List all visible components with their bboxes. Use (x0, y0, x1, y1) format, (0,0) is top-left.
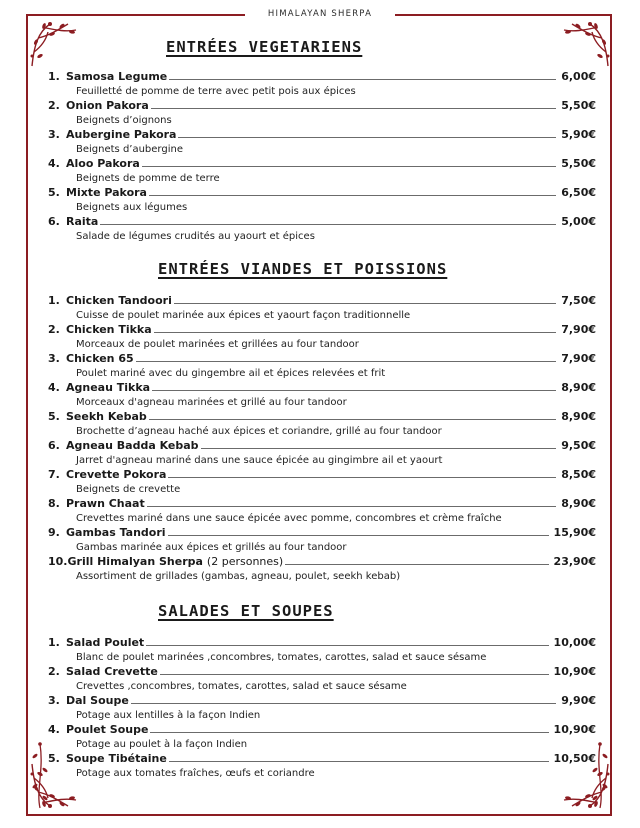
menu-list-viandes-poissons (48, 294, 596, 584)
item-number: 3. (48, 128, 60, 141)
menu-item (48, 381, 596, 410)
item-number: 1. (48, 294, 60, 307)
item-name: Agneau Tikka (66, 381, 151, 394)
item-name: Raita (66, 215, 99, 228)
item-name: Agneau Badda Kebab (66, 439, 199, 452)
item-name: Salad Crevette (66, 665, 158, 678)
item-number: 5. (48, 410, 60, 423)
item-price: 9,90€ (561, 694, 596, 707)
menu-item (48, 157, 596, 186)
leader-line (142, 157, 556, 167)
item-description: Beignets d’aubergine (76, 144, 183, 155)
item-description: Potage aux tomates fraîches, œufs et coriandre (76, 768, 315, 779)
leader-line (150, 723, 548, 733)
item-number: 5. (48, 186, 60, 199)
item-description: Assortiment de grillades (gambas, agneau, poulet, seekh kebab) (76, 571, 401, 582)
item-description: Morceaux d'agneau marinées et grillé au four tandoor (76, 397, 347, 408)
item-description: Poulet mariné avec du gingembre ail et épices relevées et frit (76, 368, 386, 379)
item-price: 7,90€ (561, 352, 596, 365)
item-description: Brochette d’agneau haché aux épices et coriandre, grillé au four tandoor (76, 426, 442, 437)
item-description: Blanc de poulet marinées ,concombres, tomates, carottes, salad et sauce sésame (76, 652, 487, 663)
menu-item (48, 526, 596, 555)
item-price: 6,00€ (561, 70, 596, 83)
item-description: Morceaux de poulet marinées et grillées au four tandoor (76, 339, 359, 350)
item-price: 5,50€ (561, 157, 596, 170)
item-price: 23,90€ (553, 555, 596, 568)
item-description: Beignets d’oignons (76, 115, 172, 126)
item-number: 1. (48, 70, 60, 83)
item-price: 5,50€ (561, 99, 596, 112)
item-description: Salade de légumes crudités au yaourt et épices (76, 231, 315, 242)
item-price: 8,90€ (561, 381, 596, 394)
menu-item (48, 215, 596, 244)
menu-item (48, 186, 596, 215)
leader-line (100, 215, 556, 225)
menu-item (48, 294, 596, 323)
item-description: Beignets de crevette (76, 484, 181, 495)
item-name: Aubergine Pakora (66, 128, 177, 141)
section-title-salades-soupes: SALADES ET SOUPES (158, 602, 334, 620)
menu-item (48, 439, 596, 468)
menu-item (48, 723, 596, 752)
leader-line (147, 497, 556, 507)
item-price: 10,50€ (553, 752, 596, 765)
leader-line (201, 439, 557, 449)
menu-item (48, 694, 596, 723)
item-name: Chicken 65 (66, 352, 134, 365)
item-number: 6. (48, 215, 60, 228)
item-price: 10,90€ (553, 723, 596, 736)
leader-line (152, 381, 556, 391)
leader-line (169, 752, 549, 762)
leader-line (149, 410, 556, 420)
item-name: Soupe Tibétaine (66, 752, 167, 765)
menu-item (48, 665, 596, 694)
menu-item (48, 128, 596, 157)
leader-line (151, 99, 556, 109)
menu-item (48, 497, 596, 526)
item-number: 4. (48, 723, 60, 736)
item-price: 6,50€ (561, 186, 596, 199)
item-price: 8,50€ (561, 468, 596, 481)
item-price: 7,90€ (561, 323, 596, 336)
item-price: 5,90€ (561, 128, 596, 141)
item-name: Seekh Kebab (66, 410, 147, 423)
item-description: Cuisse de poulet marinée aux épices et yaourt façon traditionnelle (76, 310, 411, 321)
item-name: Gambas Tandori (66, 526, 166, 539)
item-price: 5,00€ (561, 215, 596, 228)
menu-item (48, 752, 596, 781)
item-description: Jarret d'agneau mariné dans une sauce épicée au gingimbre ail et yaourt (76, 455, 443, 466)
item-number: 4. (48, 157, 60, 170)
item-description: Potage au poulet à la façon Indien (76, 739, 248, 750)
item-price: 9,50€ (561, 439, 596, 452)
item-number: 7. (48, 468, 60, 481)
leader-line (168, 468, 556, 478)
item-name: Poulet Soupe (66, 723, 149, 736)
item-description: Crevettes ,concombres, tomates, carottes, salad et sauce sésame (76, 681, 407, 692)
item-name: Onion Pakora (66, 99, 149, 112)
leader-line (131, 694, 556, 704)
leader-line (146, 636, 548, 646)
item-price: 15,90€ (553, 526, 596, 539)
item-description: Beignets de pomme de terre (76, 173, 220, 184)
leader-line (160, 665, 549, 675)
menu-item (48, 323, 596, 352)
item-price: 10,00€ (553, 636, 596, 649)
floral-corner-icon (28, 16, 80, 68)
item-description: Feuilletté de pomme de terre avec petit pois aux épices (76, 86, 356, 97)
menu-item (48, 352, 596, 381)
item-number: 2. (48, 665, 60, 678)
item-number: 10. (48, 555, 68, 568)
vine-icon (30, 740, 50, 810)
item-name: Prawn Chaat (66, 497, 145, 510)
menu-item (48, 70, 596, 99)
item-price: 10,90€ (553, 665, 596, 678)
item-name: Samosa Legume (66, 70, 168, 83)
leader-line (169, 70, 556, 80)
brand-name: HIMALAYAN SHERPA (245, 6, 395, 22)
item-number: 1. (48, 636, 60, 649)
leader-line (174, 294, 556, 304)
item-name: Chicken Tandoori (66, 294, 172, 307)
leader-line (149, 186, 556, 196)
menu-item (48, 636, 596, 665)
leader-line (178, 128, 556, 138)
menu-item (48, 99, 596, 128)
item-name: Salad Poulet (66, 636, 145, 649)
item-price: 7,50€ (561, 294, 596, 307)
item-number: 3. (48, 694, 60, 707)
item-number: 9. (48, 526, 60, 539)
item-number: 4. (48, 381, 60, 394)
item-number: 6. (48, 439, 60, 452)
leader-line (285, 555, 548, 565)
item-description: Gambas marinée aux épices et grillés au four tandoor (76, 542, 347, 553)
item-description: Potage aux lentilles à la façon Indien (76, 710, 261, 721)
item-price: 8,90€ (561, 497, 596, 510)
menu-list-salades-soupes (48, 636, 596, 781)
leader-line (154, 323, 557, 333)
item-price: 8,90€ (561, 410, 596, 423)
menu-item (48, 468, 596, 497)
item-number: 2. (48, 323, 60, 336)
section-title-viandes-poissons: ENTRÉES VIANDES ET POISSIONS (158, 260, 448, 278)
item-number: 3. (48, 352, 60, 365)
leader-line (136, 352, 557, 362)
item-name: Aloo Pakora (66, 157, 140, 170)
item-name: Mixte Pakora (66, 186, 147, 199)
item-note: (2 personnes) (206, 555, 284, 568)
item-number: 8. (48, 497, 60, 510)
item-description: Beignets aux légumes (76, 202, 188, 213)
item-name: Dal Soupe (66, 694, 129, 707)
item-number: 2. (48, 99, 60, 112)
item-name: Chicken Tikka (66, 323, 152, 336)
menu-item (48, 555, 596, 584)
item-description: Crevettes mariné dans une sauce épicée avec pomme, concombres et crème fraîche (76, 513, 502, 524)
section-title-vegetariens: ENTRÉES VEGETARIENS (166, 38, 363, 56)
floral-corner-icon (560, 16, 612, 68)
menu-list-vegetariens (48, 70, 596, 244)
leader-line (168, 526, 549, 536)
item-number: 5. (48, 752, 60, 765)
item-name: Grill Himalyan Sherpa (67, 555, 203, 568)
item-name: Crevette Pokora (66, 468, 167, 481)
menu-item (48, 410, 596, 439)
